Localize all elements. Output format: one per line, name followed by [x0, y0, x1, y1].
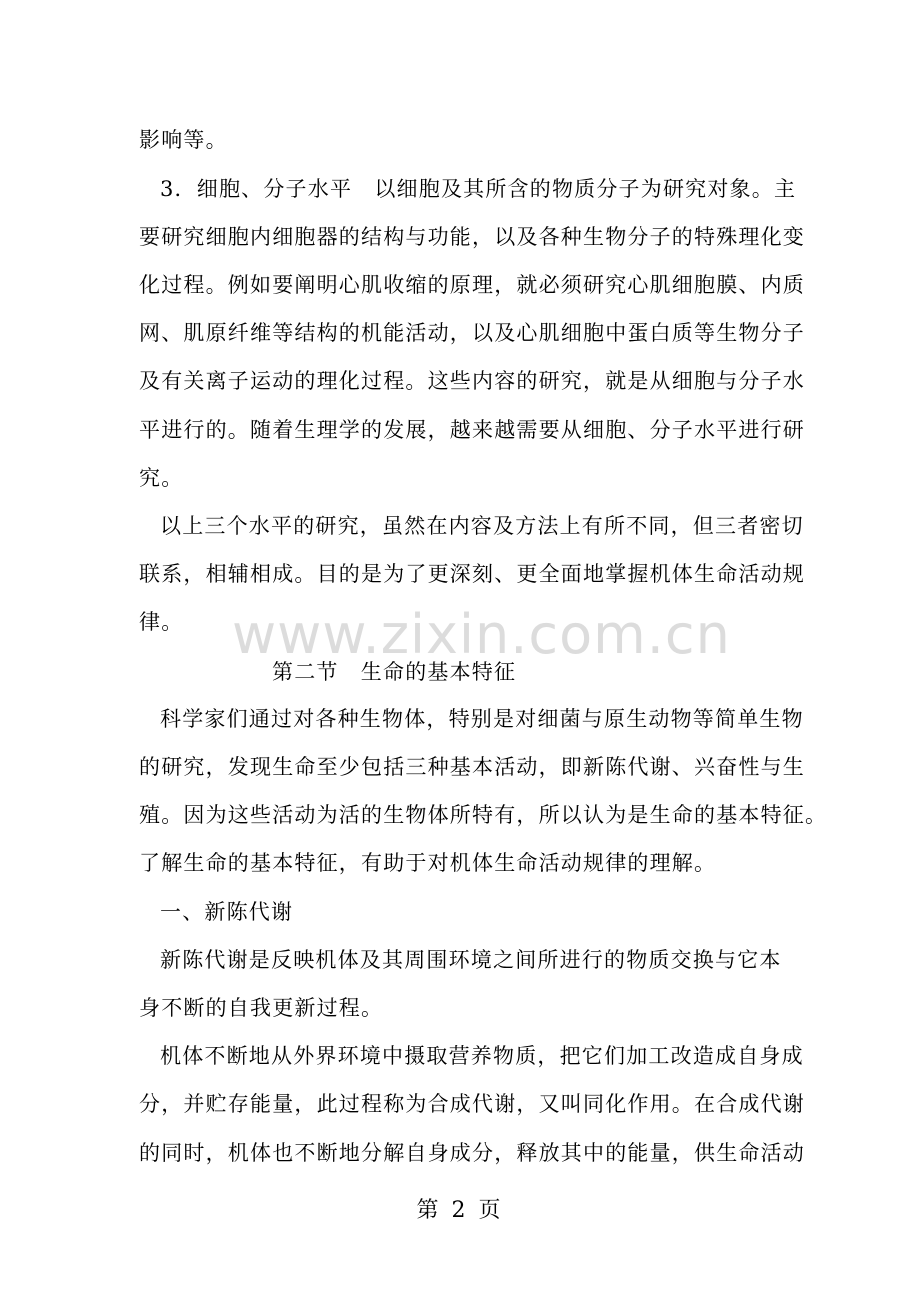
text-line: 影响等。 — [139, 128, 228, 152]
text-line: 的研究，发现生命至少包括三种基本活动，即新陈代谢、兴奋性与生 — [139, 755, 805, 779]
text-line: 了解生命的基本特征，有助于对机体生命活动规律的理解。 — [139, 851, 717, 875]
text-line: 机体不断地从外界环境中摄取营养物质，把它们加工改造成自身成 — [160, 1044, 804, 1068]
text-line: 殖。因为这些活动为活的生物体所特有，所以认为是生命的基本特征。 — [139, 803, 828, 827]
text-line: 的同时，机体也不断地分解自身成分，释放其中的能量，供生命活动 — [139, 1141, 805, 1165]
watermark: www.zixin.com.cn — [232, 603, 731, 666]
subsection-heading: 一、新陈代谢 — [160, 900, 294, 924]
page-number: 第 2 页 — [416, 1198, 504, 1223]
text-line: 及有关离子运动的理化过程。这些内容的研究，就是从细胞与分子水 — [139, 369, 805, 393]
text-line: 以上三个水平的研究，虽然在内容及方法上有所不同，但三者密切 — [160, 514, 804, 538]
text-line: 新陈代谢是反映机体及其周围环境之间所进行的物质交换与它本 — [160, 948, 782, 972]
text-line: 平进行的。随着生理学的发展，越来越需要从细胞、分子水平进行研 — [139, 418, 805, 442]
text-line: 究。 — [139, 466, 184, 490]
text-line: 化过程。例如要阐明心肌收缩的原理，就必须研究心肌细胞膜、内质 — [139, 273, 805, 297]
text-line: 网、肌原纤维等结构的机能活动，以及心肌细胞中蛋白质等生物分子 — [139, 321, 805, 345]
section-heading: 第二节 生命的基本特征 — [272, 660, 517, 684]
text-line: 科学家们通过对各种生物体，特别是对细菌与原生动物等简单生物 — [160, 707, 804, 731]
text-line: 律。 — [139, 610, 184, 634]
text-line: 分，并贮存能量，此过程称为合成代谢，又叫同化作用。在合成代谢 — [139, 1092, 805, 1116]
text-line: 身不断的自我更新过程。 — [139, 996, 384, 1020]
text-line: 联系，相辅相成。目的是为了更深刻、更全面地掌握机体生命活动规 — [139, 562, 805, 586]
text-line: 3．细胞、分子水平 以细胞及其所含的物质分子为研究对象。主 — [160, 177, 797, 201]
text-line: 要研究细胞内细胞器的结构与功能，以及各种生物分子的特殊理化变 — [139, 225, 805, 249]
